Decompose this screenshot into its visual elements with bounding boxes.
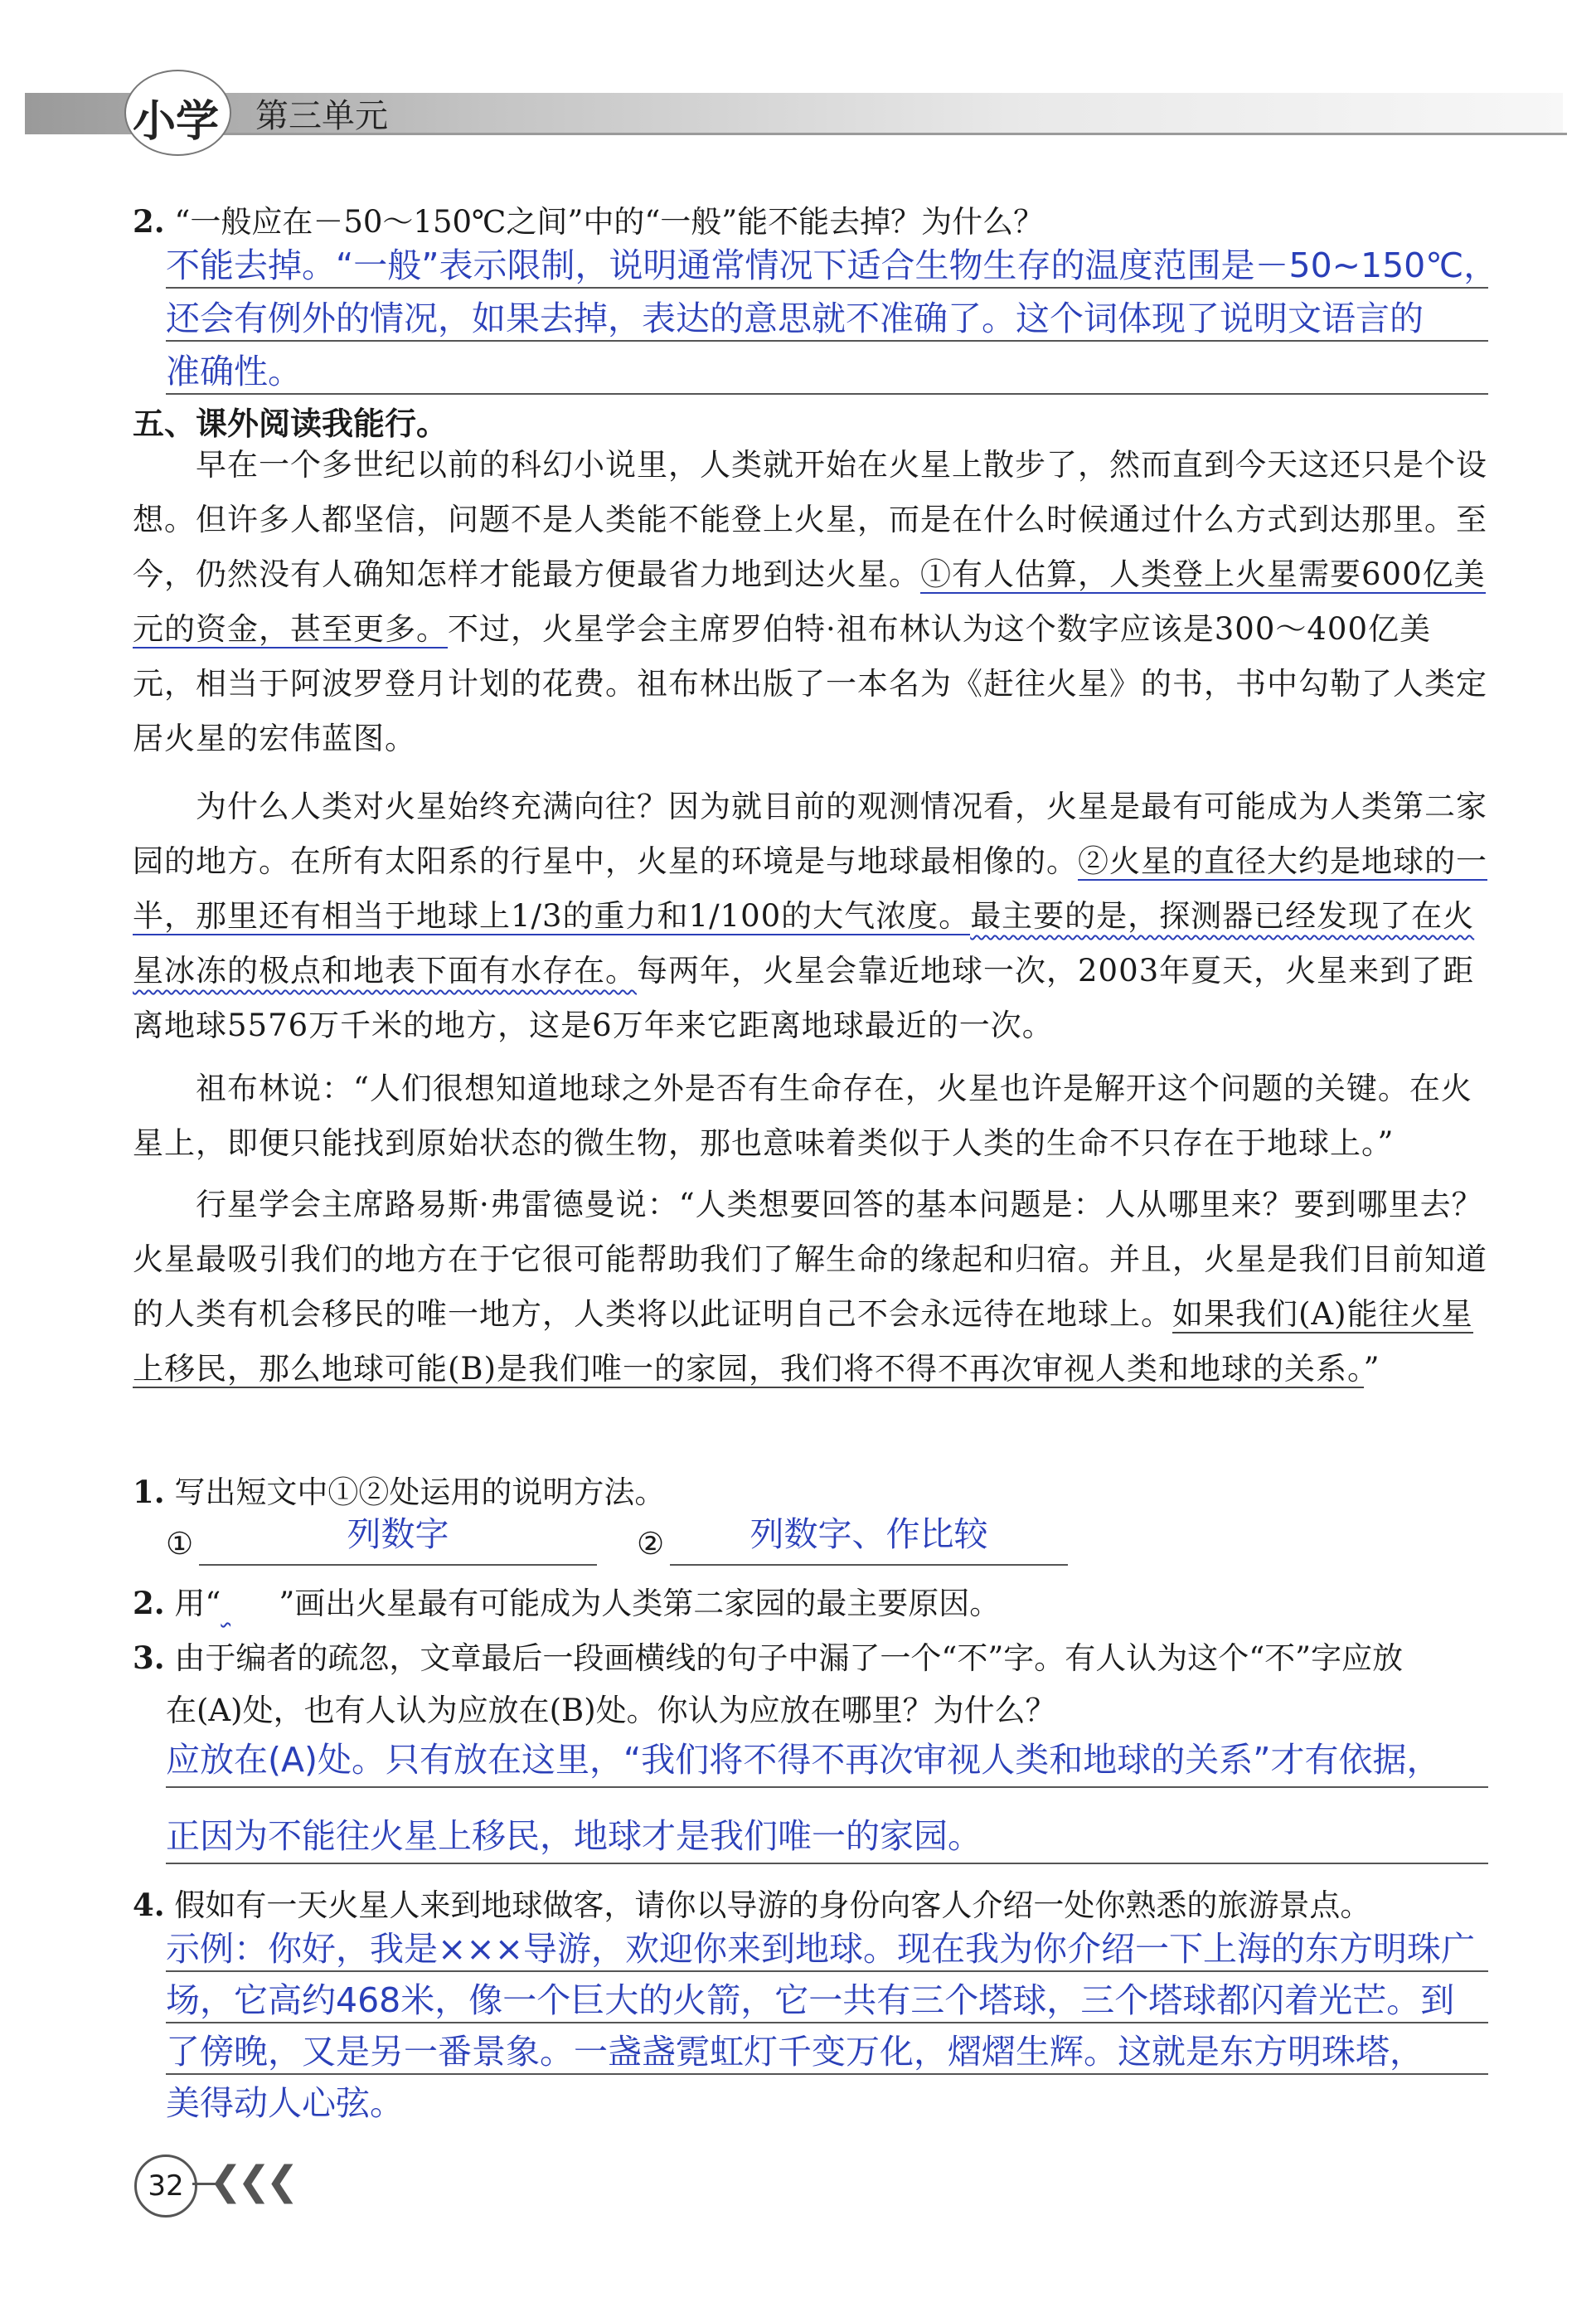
- q2-top-question: [133, 199, 1501, 245]
- q3-number: 3.: [133, 1639, 165, 1676]
- wavy-line-sample: [221, 1581, 279, 1626]
- q2-text-a: 用“: [174, 1586, 221, 1621]
- p1-marked-sentence: ①有人估算，人类登上火星需要600亿美元的资金，甚至更多。: [133, 556, 1486, 647]
- p2-marked-sentence: ②火星的直径大约是地球的一半，那里还有相当于地球上1/3的重力和1/100的大气浓度。: [133, 843, 1487, 934]
- q4-number: 4.: [133, 1887, 165, 1923]
- q4-answer-line-3: 了傍晚，又是另一番景象。一盏盏霓虹灯千变万化，熠熠生辉。这就是东方明珠塔，: [166, 2032, 1424, 2072]
- p2-text-a: 为什么人类对火星始终充满向往？因为就目前的观测情况看，火星是最有可能成为人类第二家园的地方。在所有太阳系的行星中，火星的环境是与地球最相像的。: [133, 789, 1487, 879]
- q1-label-1: ①: [166, 1526, 194, 1562]
- q4-answer-line-2: 场，它高约468米，像一个巨大的火箭，它一共有三个塔球，三个塔球都闪着光芒。到: [166, 1980, 1455, 2020]
- section-5-title: 五、课外阅读我能行。: [133, 406, 449, 442]
- q3-text-2: 在(A)处，也有人认为应放在(B)处。你认为应放在哪里？为什么？: [166, 1693, 1056, 1728]
- answer-rule: [166, 287, 1488, 289]
- q4: [133, 1882, 1509, 1928]
- q2-top-answer-line-3: 准确性。: [166, 352, 302, 391]
- footer-arrows-icon: ❮❮❮: [209, 2158, 294, 2204]
- q2-text-b: ”画出火星最有可能成为人类第二家园的最主要原因。: [279, 1586, 1001, 1621]
- p4-lined-sentence: 如果我们(A)能往火星上移民，那么地球可能(B)是我们唯一的家园，我们将不得不再次审视人类和地球的关系。: [133, 1296, 1473, 1387]
- logo-text: 小学: [133, 97, 220, 147]
- p4-text-a: 行星学会主席路易斯·弗雷德曼说：“人类想要回答的基本问题是：人从哪里来？要到哪里去？火星最吸引我们的地方在于它很可能帮助我们了解生命的缘起和归宿。并且，火星是我们目前知道的人类有机会移民的唯一地方，人类将以此证明自己不会永远待在地球上。: [133, 1187, 1487, 1332]
- q1-blank-2: [670, 1564, 1068, 1566]
- q1-answer-2: 列数字、作比较: [749, 1514, 988, 1554]
- p2-wavy-sentence: 最主要的是，探测器已经发现了在火星冰冻的极点和地表下面有水存在。: [133, 898, 1475, 989]
- passage-paragraph-1: [133, 438, 1492, 766]
- answer-rule: [166, 1786, 1488, 1788]
- answer-rule: [166, 1970, 1488, 1972]
- q3-text-1: 由于编者的疏忽，文章最后一段画横线的句子中漏了一个“不”字。有人认为这个“不”字应放: [174, 1640, 1404, 1676]
- passage-paragraph-2: [133, 780, 1492, 1053]
- q1-text: 写出短文中①②处运用的说明方法。: [174, 1474, 666, 1510]
- answer-rule: [166, 2073, 1488, 2075]
- q2-top-answer-line-1: 不能去掉。“一般”表示限制，说明通常情况下适合生物生存的温度范围是－50~150℃，: [166, 245, 1498, 285]
- q1-number: 1.: [133, 1474, 165, 1510]
- p1-text-b: 不过，火星学会主席罗伯特·祖布林认为这个数字应该是300～400亿美元，相当于阿波罗登月计划的花费。祖布林出版了一本名为《赶往火星》的书，书中勾勒了人类定居火星的宏伟蓝图。: [133, 611, 1487, 756]
- q1-answer-1: 列数字: [347, 1514, 449, 1554]
- q2-number: 2.: [133, 1585, 165, 1621]
- q2-top-number: 2.: [133, 203, 165, 240]
- q3-answer-line-2: 正因为不能往火星上移民，地球才是我们唯一的家园。: [166, 1816, 982, 1856]
- page-number: 32: [134, 2154, 197, 2218]
- p2-text-b: 每两年，火星会靠近地球一次，2003年夏天，火星来到了距离地球5576万千米的地方，这是6万年来它距离地球最近的一次。: [133, 953, 1475, 1043]
- p4-end: ”: [1363, 1351, 1380, 1387]
- q1-blank-1: [199, 1564, 597, 1566]
- passage-paragraph-3: 祖布林说：“人们很想知道地球之外是否有生命存在，火星也许是解开这个问题的关键。在火星上，即便只能找到原始状态的微生物，那也意味着类似于人类的生命不只存在于地球上。”: [133, 1071, 1472, 1161]
- q4-answer-line-1: 示例：你好，我是×××导游，欢迎你来到地球。现在我为你介绍一下上海的东方明珠广: [166, 1929, 1476, 1969]
- q4-answer-line-4: 美得动人心弦。: [166, 2083, 404, 2123]
- q4-text: 假如有一天火星人来到地球做客，请你以导游的身份向客人介绍一处你熟悉的旅游景点。: [174, 1887, 1371, 1923]
- answer-rule: [166, 2022, 1488, 2023]
- q1-label-2: ②: [637, 1526, 665, 1562]
- q2: [133, 1581, 1000, 1626]
- q2-top-text: “一般应在－50～150℃之间”中的“一般”能不能去掉？为什么？: [174, 204, 1045, 240]
- header-rule: [207, 133, 1567, 135]
- unit-title: 第三单元: [255, 97, 388, 135]
- q2-top-answer-line-2: 还会有例外的情况，如果去掉，表达的意思就不准确了。这个词体现了说明文语言的: [166, 299, 1424, 338]
- answer-rule: [166, 340, 1488, 342]
- q3-answer-line-1: 应放在(A)处。只有放在这里，“我们将不得不再次审视人类和地球的关系”才有依据，: [166, 1740, 1441, 1780]
- answer-rule: [166, 393, 1488, 395]
- answer-rule: [166, 1863, 1488, 1864]
- q1: [133, 1469, 665, 1515]
- q3-line-1: [133, 1635, 1509, 1681]
- passage-paragraph-4: [133, 1178, 1492, 1397]
- p1-text-a: 早在一个多世纪以前的科幻小说里，人类就开始在火星上散步了，然而直到今天这还只是个设想。但许多人都坚信，问题不是人类能不能登上火星，而是在什么时候通过什么方式到达那里。至今，仍然没有人确知怎样才能最方便最省力地到达火星。: [133, 447, 1487, 592]
